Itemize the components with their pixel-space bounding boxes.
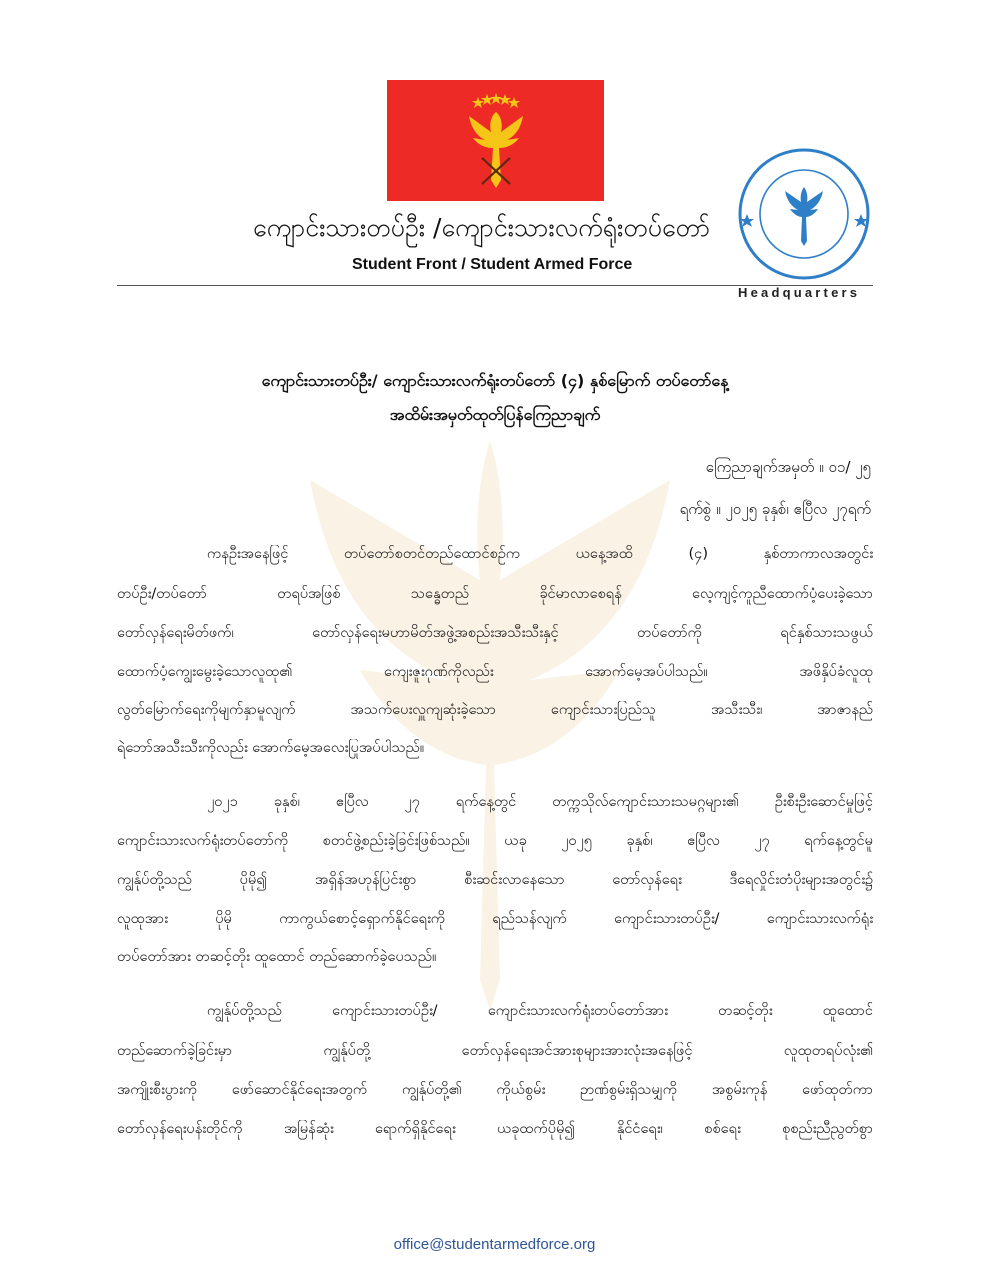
flag <box>387 80 604 201</box>
statement-subtitle: အထိမ်းအမှတ်ထုတ်ပြန်ကြေညာချက် <box>389 405 601 424</box>
paragraph-line: ကနဦးအနေဖြင့် တပ်တော်စတင်တည်ထောင်စဉ်က ယနေ့အထိ (၄) နှစ်တာကာလအတွင်း <box>207 545 873 562</box>
statement-date: ရက်စွဲ ။ ၂၀၂၅ ခုနှစ်၊ ဧပြီလ ၂၇ရက် <box>679 500 871 518</box>
org-name-myanmar: ကျောင်းသားတပ်ဦး /ကျောင်းသားလက်ရုံးတပ်တော် <box>253 213 711 242</box>
paragraph-line: ရဲဘော်အသီးသီးကိုလည်း အောက်မေ့အလေးပြုအပ်ပါသည်။ <box>117 739 425 756</box>
paragraph-line: လွတ်မြောက်ရေးကိုမျက်နှာမူလျက် အသက်ပေးလှူကျဆုံးခဲ့သော ကျောင်းသားပြည်သူ အသီးသီး၊ အာဇာနည် <box>117 701 873 718</box>
paragraph-line: တပ်ဦး/တပ်တော် တရပ်အဖြစ် သန္ဓေတည် ခိုင်မာလာစေရန် လေ့ကျင့်ကူညီထောက်ပံ့ပေးခဲ့သော <box>117 585 873 602</box>
paragraph-line: တည်ဆောက်ခဲ့ခြင်းမှာ ကျွန်ုပ်တို့ တော်လှန်ရေးအင်အားစုများအားလုံးအနေဖြင့် လူထုတရပ်လုံး၏ <box>117 1042 873 1059</box>
statement-title: ကျောင်းသားတပ်ဦး/ ကျောင်းသားလက်ရုံးတပ်တော် (၄) နှစ်မြောက် တပ်တော်နေ့ <box>261 371 729 390</box>
org-name-english: Student Front / Student Armed Force <box>352 256 633 273</box>
paragraph-line: ကျွန်ုပ်တို့သည် ပိုမို၍ အရှိန်အဟုန်ပြင်းစွာ စီးဆင်းလာနေသော တော်လှန်ရေး ဒီရေလှိုင်းတံပိုးများအတွင်း၌ <box>117 871 873 888</box>
phoenix-emblem-icon <box>387 80 604 201</box>
paragraph-line: အကျိုးစီးပွားကို ဖော်ဆောင်နိုင်ရေးအတွက် ကျွန်ုပ်တို့၏ ကိုယ်စွမ်း ဉာဏ်စွမ်းရှိသမျှကို အစွမ်းကုန် ဖော်ထုတ်ကာ <box>117 1081 873 1098</box>
footer-email: office@studentarmedforce.org <box>393 1236 596 1253</box>
paragraph-line: ကျွန်ုပ်တို့သည် ကျောင်းသားတပ်ဦး/ ကျောင်းသားလက်ရုံးတပ်တော်အား တဆင့်တိုး ထူထောင် <box>207 1002 873 1019</box>
paragraph-line: တော်လှန်ရေးမိတ်ဖက်၊ တော်လှန်ရေးမဟာမိတ်အဖွဲ့အစည်းအသီးသီးနှင့် တပ်တော်ကို ရင်နှစ်သားသဖွယ် <box>117 624 873 641</box>
paragraph-line: တပ်တော်အား တဆင့်တိုး ထူထောင် တည်ဆောက်ခဲ့ပေသည်။ <box>117 948 437 965</box>
paragraph-line: ကျောင်းသားလက်ရုံးတပ်တော်ကို စတင်ဖွဲ့စည်းခဲ့ခြင်းဖြစ်သည်။ ယခု ၂၀၂၅ ခုနှစ်၊ ဧပြီလ ၂၇ ရက်နေ့တွင်မူ <box>117 832 873 849</box>
seal-icon <box>735 145 873 283</box>
statement-number: ကြေညာချက်အမှတ် ။ ၀၁/ ၂၅ <box>705 458 871 476</box>
paragraph-line: ၂၀၂၁ ခုနှစ်၊ ဧပြီလ ၂၇ ရက်နေ့တွင် တက္ကသိုလ်ကျောင်းသားသမဂ္ဂများ၏ ဦးစီးဦးဆောင်မှုဖြင့် <box>207 793 873 810</box>
headquarters-seal <box>735 145 873 283</box>
seal-label: Headquarters <box>738 285 861 300</box>
header-divider <box>117 285 873 286</box>
paragraph-line: လူထုအား ပိုမို ကာကွယ်စောင့်ရှောက်နိုင်ရေးကို ရည်သန်လျက် ကျောင်းသားတပ်ဦး/ ကျောင်းသားလက်ရုံး <box>117 910 873 927</box>
paragraph-line: တော်လှန်ရေးပန်းတိုင်ကို အမြန်ဆုံး ရောက်ရှိနိုင်ရေး ယခုထက်ပိုမို၍ နိုင်ငံရေး၊ စစ်ရေး စုစည်းညီညွတ်စွာ <box>117 1120 873 1137</box>
paragraph-line: ထောက်ပံ့ကျွေးမွေးခဲ့သောလူထု၏ ကျေးဇူးဂုဏ်ကိုလည်း အောက်မေ့အပ်ပါသည်။ အဖိနှိပ်ခံလူထု <box>117 663 873 680</box>
